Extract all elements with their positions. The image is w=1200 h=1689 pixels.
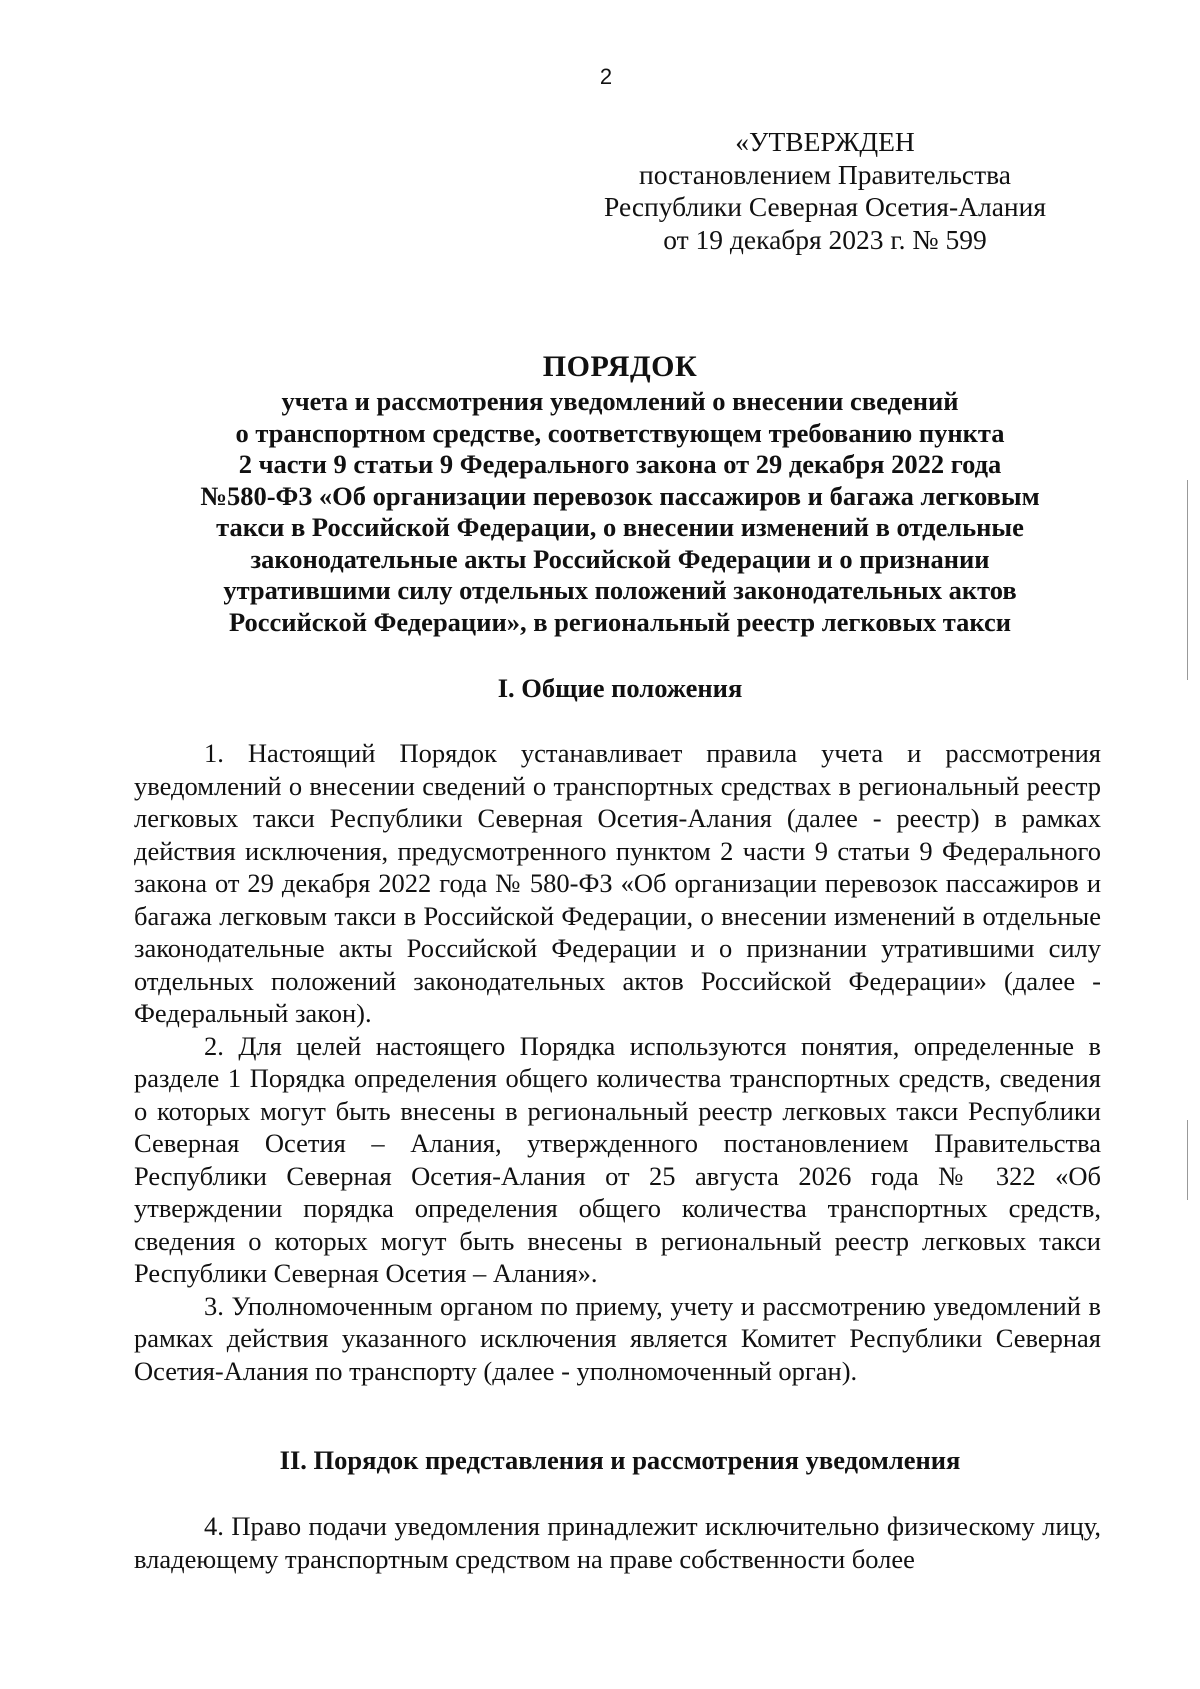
paragraph: 1. Настоящий Порядок устанавливает правила учета и рассмотрения уведомлений о внесении сведений о транспортных средствах в региональный реестр легковых такси Республики Северная Осетия-Алания (далее - реестр) в рамках действия исключения, предусмотренного пунктом 2 части 9 статьи 9 Федерального закона от 29 декабря 2022 года № 580-ФЗ «Об организации перевозок пассажиров и багажа легковым такси в Российской Федерации, о внесении изменений в отдельные законодательные акты Российской Федерации и о признании утратившими силу отдельных положений законодательных актов Российской Федерации» (далее - Федеральный закон).	[134, 738, 1101, 1028]
document-title	[130, 350, 1110, 638]
scan-edge-mark	[1187, 480, 1188, 680]
title-line: законодательные акты Российской Федерации и о признании	[250, 543, 990, 574]
title-line: утратившими силу отдельных положений законодательных актов	[223, 575, 1017, 605]
title-line: 2 части 9 статьи 9 Федерального закона от 29 декабря 2022 года	[238, 449, 1002, 479]
title-line: №580-ФЗ «Об организации перевозок пассажиров и багажа легковым	[200, 480, 1040, 511]
paragraph: 3. Уполномоченным органом по приему, учету и рассмотрению уведомлений в рамках действия указанного исключения является Комитет Республики Северная Осетия-Алания по транспорту (далее - уполномоченный орган).	[134, 1290, 1101, 1386]
title-line: о транспортном средстве, соответствующем требованию пункта	[235, 417, 1005, 448]
approval-line: «УТВЕРЖДЕН	[735, 126, 915, 157]
title-line: учета и рассмотрения уведомлений о внесении сведений	[281, 386, 959, 416]
approval-stamp-block	[560, 126, 1090, 256]
section-heading-general: I. Общие положения	[497, 673, 743, 703]
title-subtitle	[130, 386, 1110, 638]
section-body-procedure	[134, 1510, 1101, 1575]
paragraph: 2. Для целей настоящего Порядка используются понятия, определенные в разделе 1 Порядка определения общего количества транспортных средств, сведения о которых могут быть внесены в региональный реестр легковых такси Республики Северная Осетия – Алания, утвержденного постановлением Правительства Республики Северная Осетия-Алания от 25 августа 2026 года № 322 «Об утверждении порядка определения общего количества транспортных средств, сведения о которых могут быть внесены в региональный реестр легковых такси Республики Северная Осетия – Алания».	[134, 1030, 1101, 1288]
title-line: такси в Российской Федерации, о внесении изменений в отдельные	[216, 512, 1024, 542]
section-heading-procedure: II. Порядок представления и рассмотрения уведомления	[279, 1445, 961, 1475]
section-body-general	[134, 737, 1101, 1387]
scan-edge-mark	[1187, 1120, 1188, 1200]
approval-line: Республики Северная Осетия-Алания	[604, 191, 1046, 222]
title-main: ПОРЯДОК	[542, 350, 698, 383]
approval-line: от 19 декабря 2023 г. № 599	[663, 223, 987, 255]
title-line: Российской Федерации», в региональный реестр легковых такси	[228, 606, 1012, 637]
page-number: 2	[599, 64, 613, 89]
paragraph: 4. Право подачи уведомления принадлежит исключительно физическому лицу, владеющему транспортным средством на праве собственности более	[134, 1511, 1101, 1574]
approval-line: постановлением Правительства	[639, 158, 1011, 190]
